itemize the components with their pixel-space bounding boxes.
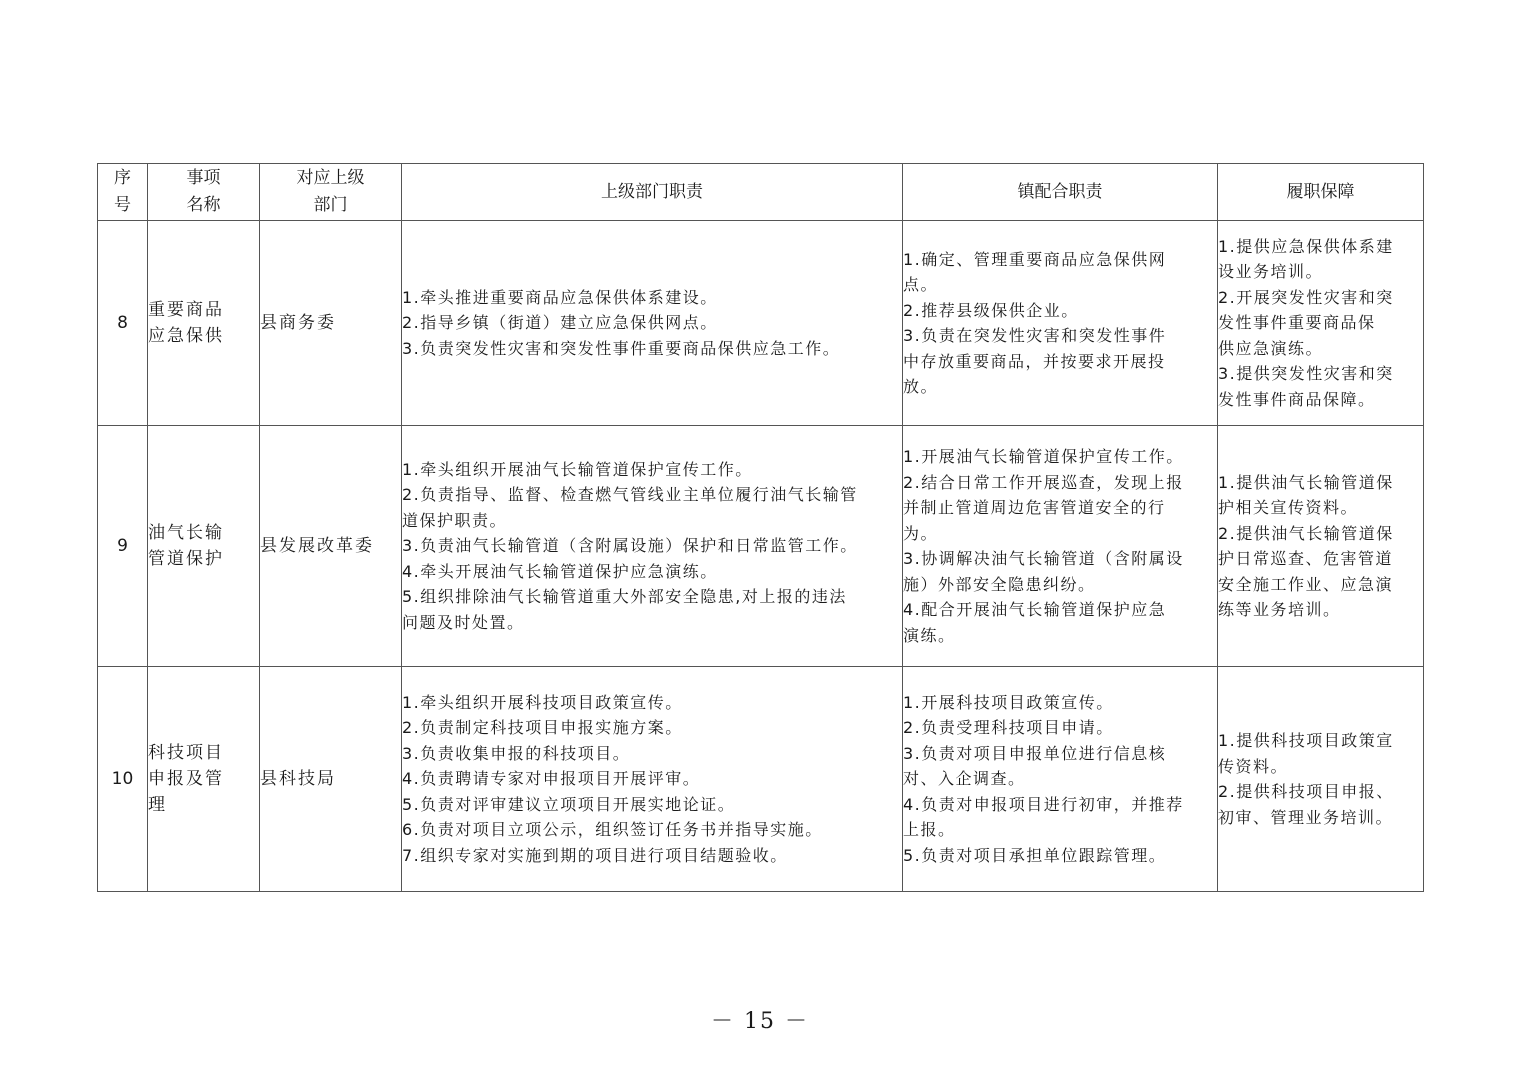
header-guarantee: 履职保障 (1218, 164, 1424, 221)
guarantee-line: 2.提供科技项目申报、 (1218, 782, 1394, 801)
town-duty-line: 1.开展油气长输管道保护宣传工作。 (903, 447, 1184, 466)
guarantee-line: 发性事件重要商品保 (1218, 313, 1376, 333)
town-duty-line: 5.负责对项目承担单位跟踪管理。 (903, 845, 1167, 865)
upper-duty-cell (402, 667, 903, 892)
guarantee-line: 初审、管理业务培训。 (1218, 807, 1394, 827)
upper-duty-line: 问题及时处置。 (402, 612, 525, 632)
upper-duty-line: 7.组织专家对实施到期的项目进行项目结题验收。 (402, 845, 788, 865)
guarantee-line: 1.提供应急保供体系建 (1218, 236, 1394, 256)
upper-duty-line: 道保护职责。 (402, 510, 508, 530)
town-duty-cell (903, 221, 1218, 426)
item-name-line: 应急保供 (148, 326, 224, 346)
guarantee-line: 设业务培训。 (1218, 262, 1324, 282)
guarantee-line: 2.开展突发性灾害和突 (1218, 287, 1394, 307)
guarantee-line: 练等业务培训。 (1218, 600, 1341, 619)
item-name-line: 申报及管 (148, 769, 224, 789)
upper-duty-line: 5.组织排除油气长输管道重大外部安全隐患,对上报的违法 (402, 587, 847, 607)
town-duty-line: 演练。 (903, 625, 956, 645)
item-name-line: 油气长输 (148, 523, 224, 543)
item-name-line: 科技项目 (148, 743, 224, 763)
town-duty-line: 1.开展科技项目政策宣传。 (903, 692, 1114, 712)
upper-duty-line: 2.指导乡镇（街道）建立应急保供网点。 (402, 313, 718, 333)
town-duty-line: 2.负责受理科技项目申请。 (903, 718, 1114, 738)
row-number: 10 (98, 667, 148, 892)
town-duty-line: 中存放重要商品，并按要求开展投 (903, 351, 1166, 371)
upper-duty-line: 3.负责油气长输管道（含附属设施）保护和日常监管工作。 (402, 536, 858, 556)
guarantee-cell (1218, 667, 1424, 892)
town-duty-line: 3.协调解决油气长输管道（含附属设 (903, 549, 1184, 568)
header-item-name (148, 164, 260, 221)
guarantee-line: 发性事件商品保障。 (1218, 389, 1376, 409)
upper-department: 县发展改革委 (260, 426, 402, 667)
town-duty-line: 4.负责对申报项目进行初审，并推荐 (903, 794, 1184, 814)
town-duty-line: 3.负责对项目申报单位进行信息核 (903, 743, 1167, 763)
guarantee-line: 2.提供油气长输管道保 (1218, 523, 1394, 543)
town-duty-line: 施）外部安全隐患纠纷。 (903, 574, 1096, 594)
upper-duty-line: 2.负责指导、监督、检查燃气管线业主单位履行油气长输管 (402, 485, 858, 505)
header-upper-dept (260, 164, 402, 221)
guarantee-line: 护日常巡查、危害管道 (1218, 549, 1394, 568)
town-duty-line: 4.配合开展油气长输管道保护应急 (903, 600, 1167, 619)
item-name-line: 重要商品 (148, 300, 224, 320)
guarantee-line: 供应急演练。 (1218, 338, 1324, 358)
town-duty-cell (903, 426, 1218, 667)
guarantee-line: 3.提供突发性灾害和突 (1218, 364, 1394, 384)
item-name (148, 426, 260, 667)
table-row (98, 426, 1424, 667)
upper-duty-line: 3.负责收集申报的科技项目。 (402, 743, 631, 763)
guarantee-cell (1218, 221, 1424, 426)
town-duty-line: 点。 (903, 275, 939, 294)
guarantee-line: 传资料。 (1218, 756, 1289, 776)
guarantee-line: 1.提供科技项目政策宣 (1218, 731, 1394, 750)
header-num-line: 序 (114, 168, 131, 188)
header-num-line: 号 (114, 195, 131, 215)
town-duty-line: 对、入企调查。 (903, 769, 1026, 789)
town-duty-line: 放。 (903, 377, 939, 396)
item-name-line: 理 (148, 795, 167, 815)
page-number: － 15 － (711, 1009, 809, 1034)
upper-department: 县商务委 (260, 221, 402, 426)
header-name-line: 名称 (186, 195, 221, 215)
upper-duty-line: 4.牵头开展油气长输管道保护应急演练。 (402, 561, 718, 581)
table-row (98, 667, 1424, 892)
upper-department: 县科技局 (260, 667, 402, 892)
upper-duty-line: 5.负责对评审建议立项项目开展实地论证。 (402, 794, 736, 814)
guarantee-line: 1.提供油气长输管道保 (1218, 472, 1394, 492)
duty-table (97, 163, 1424, 892)
town-duty-line: 2.推荐县级保供企业。 (903, 300, 1079, 320)
town-duty-line: 上报。 (903, 820, 956, 840)
guarantee-line: 安全施工作业、应急演 (1218, 574, 1394, 594)
row-number: 9 (98, 426, 148, 667)
guarantee-line: 护相关宣传资料。 (1218, 498, 1359, 517)
upper-duty-line: 1.牵头组织开展油气长输管道保护宣传工作。 (402, 459, 753, 479)
upper-duty-line: 6.负责对项目立项公示，组织签订任务书并指导实施。 (402, 820, 823, 840)
upper-duty-line: 2.负责制定科技项目申报实施方案。 (402, 718, 683, 738)
table-row (98, 221, 1424, 426)
header-dept-line: 部门 (313, 195, 348, 215)
upper-duty-line: 3.负责突发性灾害和突发性事件重要商品保供应急工作。 (402, 338, 841, 358)
header-row (98, 164, 1424, 221)
town-duty-line: 3.负责在突发性灾害和突发性事件 (903, 326, 1167, 345)
header-name-line: 事项 (186, 168, 221, 188)
upper-duty-line: 1.牵头推进重要商品应急保供体系建设。 (402, 287, 718, 307)
town-duty-line: 为。 (903, 523, 939, 543)
header-dept-line: 对应上级 (296, 168, 365, 188)
town-duty-line: 并制止管道周边危害管道安全的行 (903, 498, 1166, 517)
town-duty-line: 1.确定、管理重要商品应急保供网 (903, 249, 1167, 269)
town-duty-line: 2.结合日常工作开展巡查，发现上报 (903, 472, 1184, 492)
row-number: 8 (98, 221, 148, 426)
town-duty-cell (903, 667, 1218, 892)
item-name (148, 667, 260, 892)
item-name-line: 管道保护 (148, 549, 224, 569)
upper-duty-cell (402, 426, 903, 667)
guarantee-cell (1218, 426, 1424, 667)
upper-duty-line: 4.负责聘请专家对申报项目开展评审。 (402, 769, 701, 789)
header-town-duty: 镇配合职责 (903, 164, 1218, 221)
header-num (98, 164, 148, 221)
upper-duty-cell (402, 221, 903, 426)
item-name (148, 221, 260, 426)
upper-duty-line: 1.牵头组织开展科技项目政策宣传。 (402, 692, 683, 712)
header-upper-duty: 上级部门职责 (402, 164, 903, 221)
